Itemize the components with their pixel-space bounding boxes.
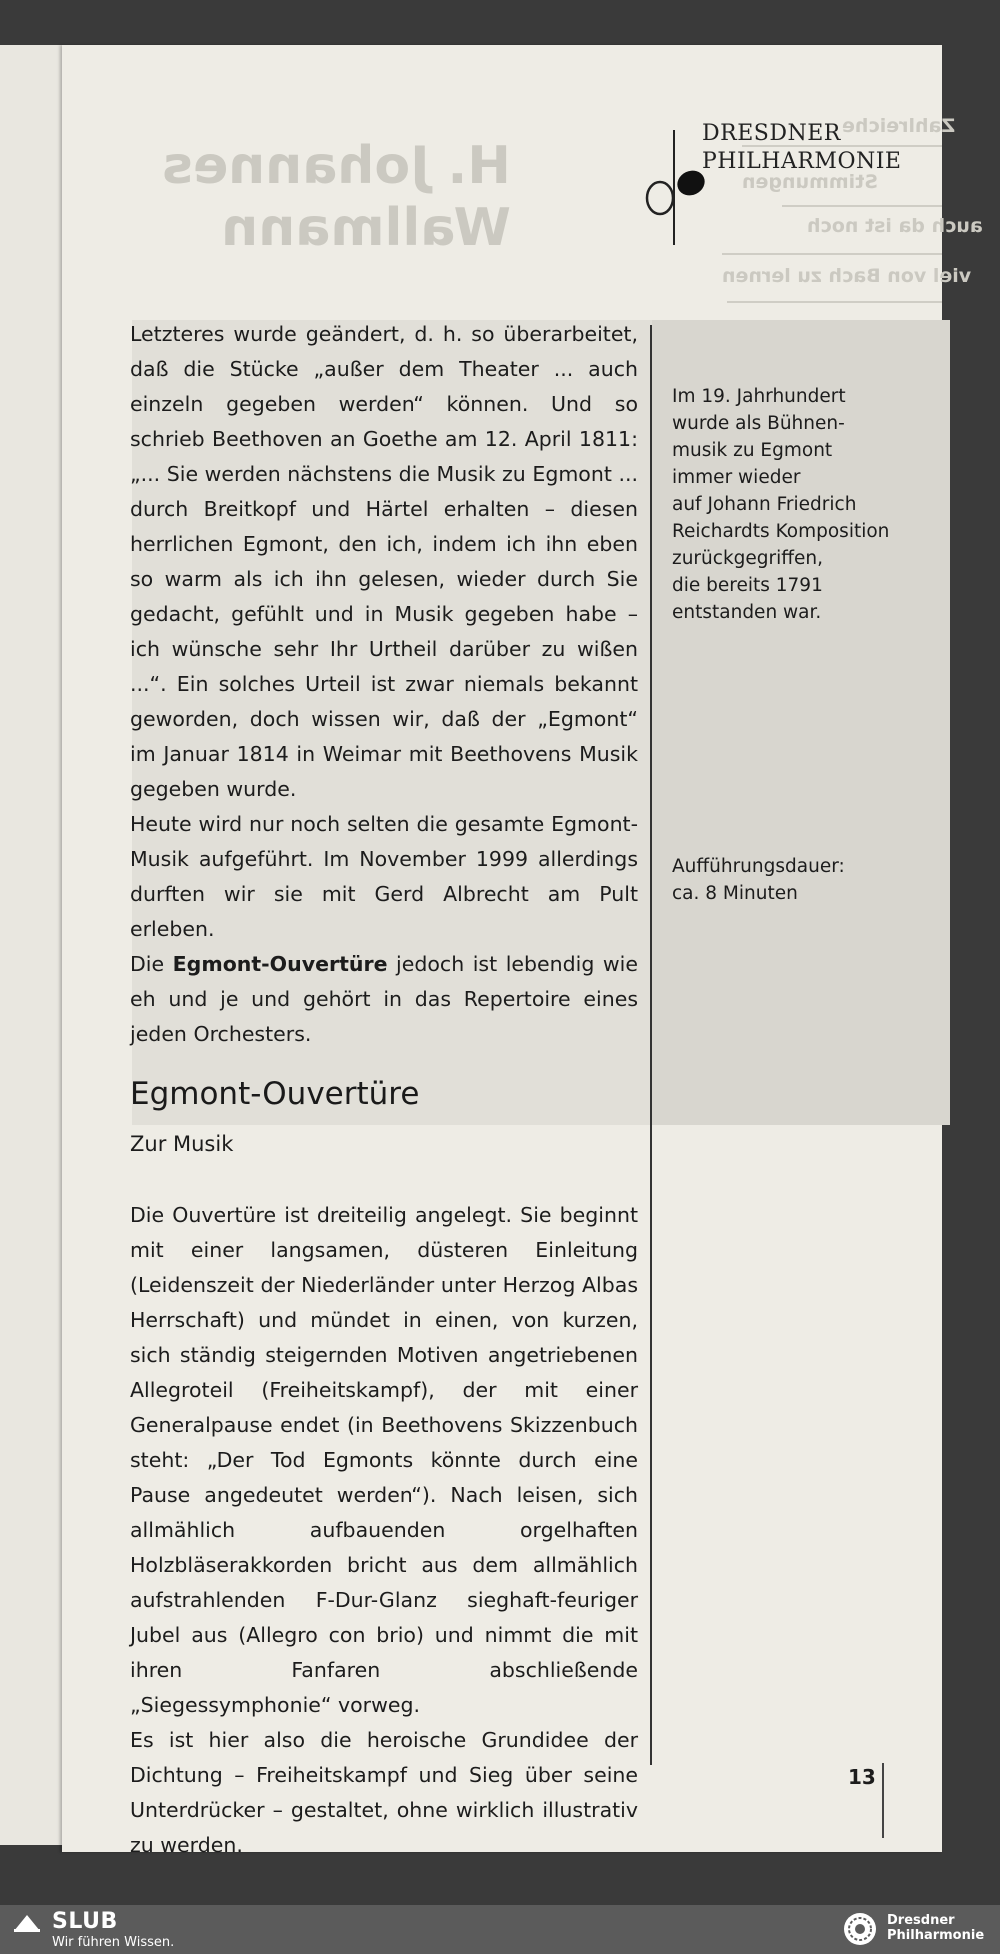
show-through-title: H. Johannes Wallmann [162,136,511,258]
logo-wordmark [702,120,902,176]
show-through-text: viel von Bach zu lernen [722,265,972,287]
column-divider [650,325,652,1765]
philharmonie-seal-icon [842,1911,878,1947]
show-through-text: Stimmungen [742,171,878,193]
partner-line-2: Philharmonie [887,1928,985,1943]
slub-logo-icon [12,1913,42,1933]
footer-bar [0,1905,1000,1954]
paragraph-text: jedoch ist lebendig wie eh und je und gehört in das Repertoire eines jeden Orchesters. [130,952,638,1046]
paragraph: Heute wird nur noch selten die gesamte Egmont-Musik aufgeführt. Im November 1999 allerdings durften wir sie mit Gerd Albrecht am Pult erleben. [130,812,638,941]
paragraph [130,947,638,1052]
sidebar-note: Im 19. Jahrhundert wurde als Bühnen- musik zu Egmont immer wieder auf Johann Friedrich Reichardts Komposition zurückgegriffen, die bereits 1791 entstanden war. [672,386,890,623]
show-through-rule [727,301,942,303]
library-tagline: Wir führen Wissen. [52,1935,175,1950]
subsection-title: Zur Musik [130,1132,234,1156]
page-number-rule [882,1763,884,1838]
main-column [130,317,638,1863]
partner-name [887,1913,984,1943]
show-through-rule [722,253,942,255]
document-page [62,45,983,1857]
library-name: SLUB [52,1909,118,1934]
show-through-text: auch da ist noch [807,215,983,237]
logo-line-1: DRESDNER [702,121,841,146]
paragraph: Letzteres wurde geändert, d. h. so überarbeitet, daß die Stücke „außer dem Theater ... auch einzeln gegeben werden“ können. Und so schrieb Beethoven an Goethe am 12. April 1811: „... Sie werden nächstens die Musik zu Egmont ... durch Breitkopf und Härtel erhalten – diesen herrlichen Egmont, den ich, indem ich ihn eben so warm als ich ihn gelesen, wieder durch Sie gedacht, gefühlt und in Musik gegeben habe – ich wünsche sehr Ihr Urtheil darüber zu wißen ...“. Ein solches Urteil ist zwar niemals bekannt geworden, doch wissen wir, daß der „Egmont“ im Januar 1814 in Weimar mit Beethovens Musik gegeben wurde. [130,322,638,801]
show-through-text: Zahlreiche [842,115,956,137]
page-number: 13 [848,1765,876,1789]
section-title: Egmont-Ouvertüre [130,1076,420,1112]
sidebar-duration: Aufführungsdauer: ca. 8 Minuten [672,856,845,904]
paragraph: Die Ouvertüre ist dreiteilig angelegt. Sie beginnt mit einer langsamen, düsteren Einleitung (Leidenszeit der Niederländer unter Herzog Albas Herrschaft) und mündet in einen, von kurzen, sich ständig steigernden Motiven angetriebenen Allegroteil (Freiheitskampf), der mit einer Generalpause endet (in Beethovens Skizzenbuch steht: „Der Tod Egmonts könnte durch eine Pause angedeutet werden“). Nach leisen, sich allmählich aufbauenden orgelhaften Holzbläserakkorden bricht aus dem allmählich aufstrahlenden F-Dur-Glanz sieghaft-feuriger Jubel aus (Allegro con brio) und nimmt die mit ihren Fanfaren abschließende „Siegessymphonie“ vorweg. [130,1203,638,1717]
paragraph: Es ist hier also die heroische Grundidee der Dichtung – Freiheitskampf und Sieg über seine Unterdrücker – gestaltet, ohne wirklich illustrativ zu werden. [130,1728,638,1857]
scan-left-margin [0,45,62,1845]
paragraph-text: Die [130,952,173,976]
work-title: Egmont-Ouvertüre [172,952,388,976]
partner-line-1: Dresdner [887,1913,955,1928]
logo-line-2: PHILHARMONIE [702,149,902,174]
